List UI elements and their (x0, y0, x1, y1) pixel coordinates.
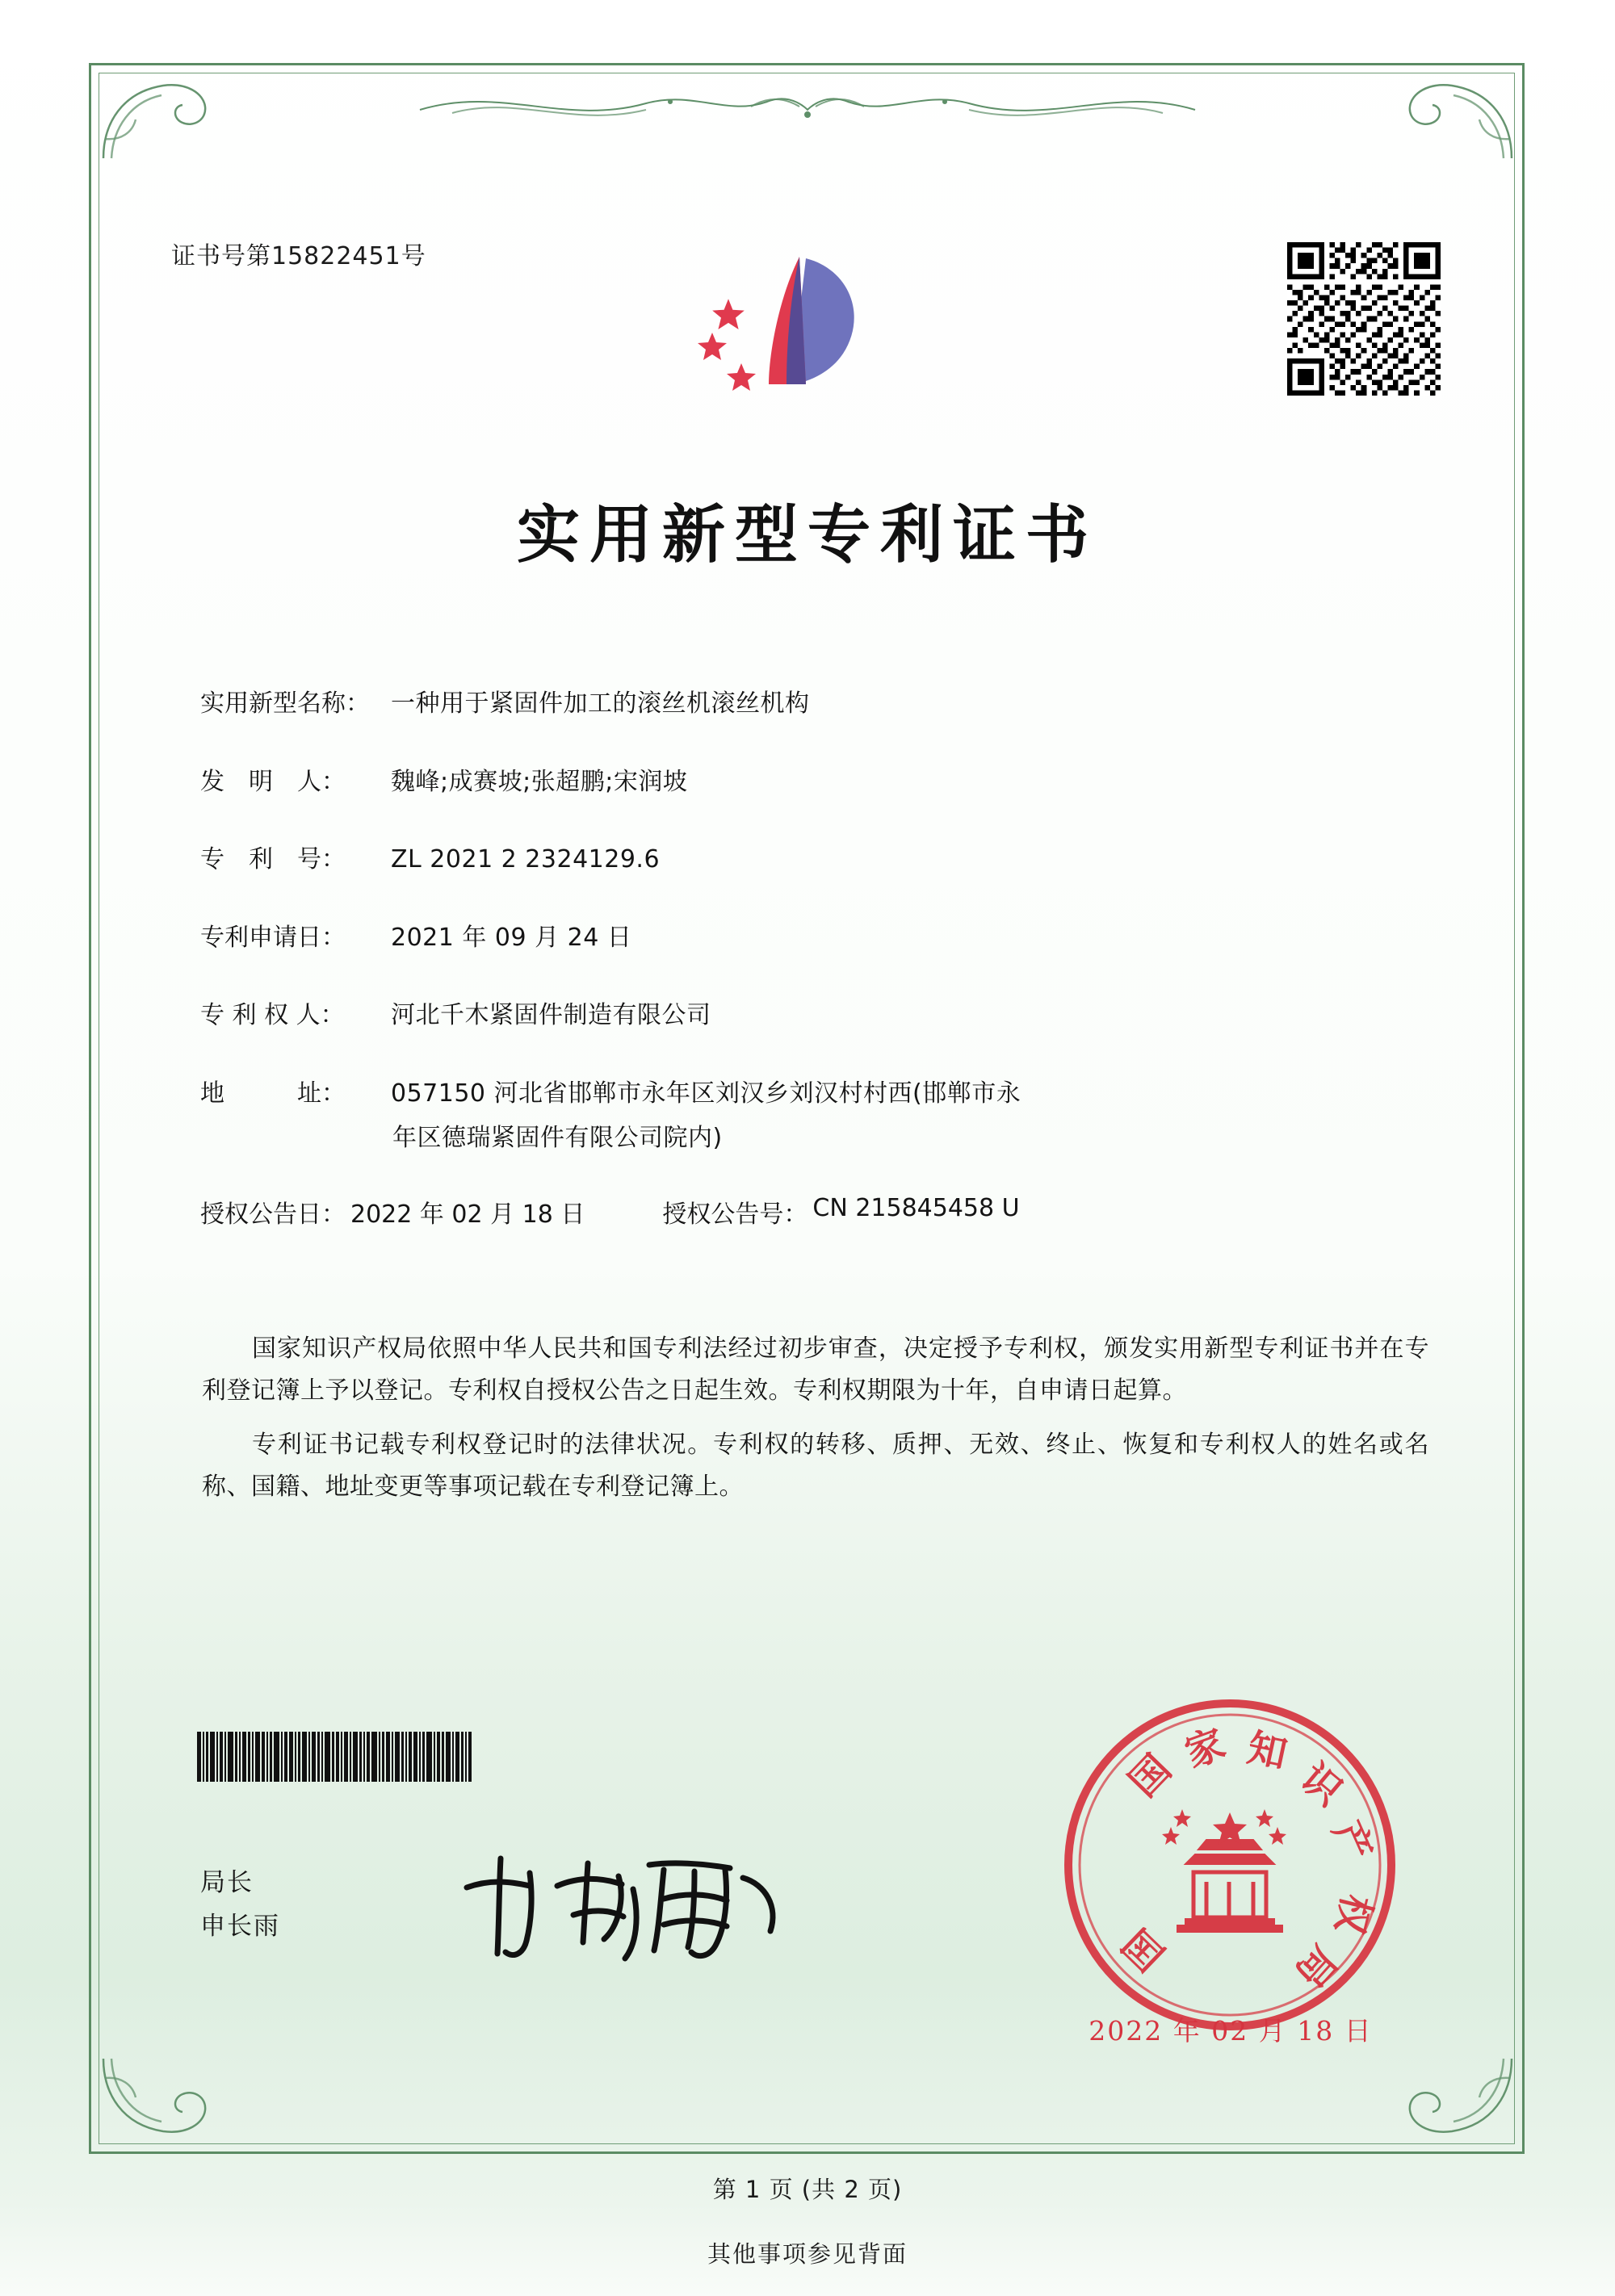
field-patentee (200, 998, 1428, 1033)
corner-ornament-top-right-icon (1395, 74, 1516, 163)
barcode-icon (197, 1732, 601, 1782)
svg-text:家: 家 (1179, 1720, 1231, 1777)
svg-text:局: 局 (1286, 1937, 1346, 1996)
legal-text (202, 1328, 1429, 1520)
corner-ornament-bottom-left-icon (99, 2054, 220, 2143)
grant-date-value: 2022 年 02 月 18 日 (350, 1200, 585, 1229)
field-value-wrapper (391, 1076, 1428, 1156)
page-title: 实用新型专利证书 (516, 498, 1098, 572)
field-value: 一种用于紧固件加工的滚丝机滚丝机构 (391, 689, 810, 718)
field-address (200, 1076, 1428, 1156)
field-value: 2021 年 09 月 24 日 (391, 923, 632, 952)
svg-text:知: 知 (1244, 1724, 1291, 1778)
cnipa-logo-icon (685, 242, 895, 420)
grant-publication-row (200, 1194, 1428, 1230)
certificate-fields (200, 686, 1428, 1230)
back-side-note: 其他事项参见背面 (707, 2240, 908, 2268)
paragraph-2: 专利证书记载专利权登记时的法律状况。专利权的转移、质押、无效、终止、恢复和专利权人的姓名或名称、国籍、地址变更等事项记载在专利登记簿上。 (202, 1431, 1429, 1501)
top-garland-ornament-icon (404, 78, 1211, 134)
director-block (200, 1861, 280, 1949)
svg-text:产: 产 (1323, 1814, 1381, 1868)
certificate-number: 证书号第15822451号 (171, 242, 426, 270)
qr-code-icon (1287, 242, 1441, 396)
field-label: 专利申请日： (200, 923, 346, 952)
field-value: ZL 2021 2 2324129.6 (391, 845, 661, 874)
field-value: 河北千木紧固件制造有限公司 (391, 1001, 711, 1029)
grant-number-label: 授权公告号： (662, 1200, 808, 1229)
paragraph-1: 国家知识产权局依照中华人民共和国专利法经过初步审查，决定授予专利权，颁发实用新型专利证书并在专利登记簿上予以登记。专利权自授权公告之日起生效。专利权期限为十年，自申请日起算。 (202, 1334, 1429, 1405)
svg-text:国: 国 (1114, 1919, 1174, 1980)
address-line-1: 057150 河北省邯郸市永年区刘汉乡刘汉村村西(邯郸市永 (391, 1079, 1021, 1108)
field-value: 魏峰;成赛坡;张超鹏;宋润坡 (391, 767, 688, 796)
address-line-2: 年区德瑞紧固件有限公司院内) (392, 1124, 723, 1152)
official-round-seal-icon (1056, 1691, 1403, 2038)
field-patent-number (200, 842, 1428, 878)
field-label: 发 明 人： (200, 767, 346, 796)
field-label: 专 利 权 人： (200, 1001, 345, 1029)
svg-text:国: 国 (1120, 1746, 1181, 1806)
director-name: 申长雨 (200, 1912, 280, 1942)
grant-number-value: CN 215845458 U (812, 1193, 1020, 1222)
field-label: 实用新型名称： (200, 689, 370, 718)
svg-text:权: 权 (1326, 1889, 1380, 1938)
director-title: 局长 (200, 1868, 254, 1897)
field-application-date (200, 920, 1428, 956)
field-label: 专 利 号： (200, 845, 346, 874)
field-utility-model-name (200, 686, 1428, 722)
page-number: 第 1 页 (共 2 页) (712, 2176, 903, 2203)
svg-text:识: 识 (1291, 1754, 1351, 1815)
corner-ornament-top-left-icon (99, 74, 220, 163)
handwritten-signature-icon (452, 1841, 799, 1970)
seal-date: 2022 年 02 月 18 日 (1089, 2015, 1373, 2047)
field-label: 地 址： (200, 1079, 346, 1108)
field-inventors (200, 765, 1428, 800)
grant-date-label: 授权公告日： (200, 1200, 346, 1229)
corner-ornament-bottom-right-icon (1395, 2054, 1516, 2143)
